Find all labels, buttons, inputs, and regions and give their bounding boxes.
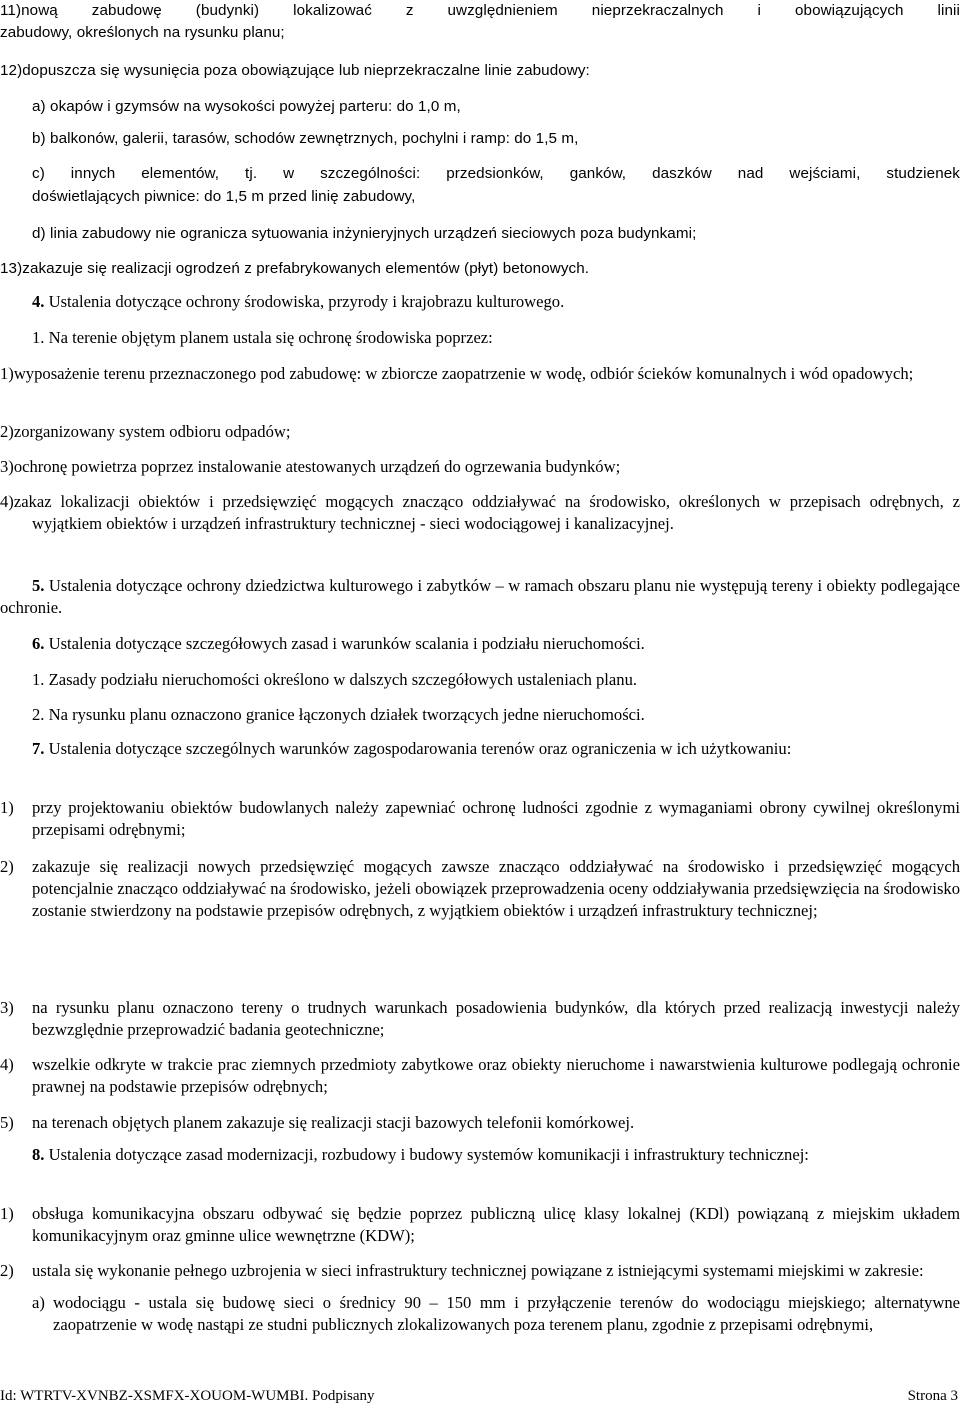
paragraph-11-line-2: zabudowy, określonych na rysunku planu; [0,24,285,41]
item-number: 2) [0,857,14,876]
section-6-item-2: 2. Na rysunku planu oznaczono granice łączonych działek tworzących jedne nieruchomości. [32,705,645,724]
section-4-intro: 1. Na terenie objętym planem ustala się ochronę środowiska poprzez: [32,328,493,347]
section-title: Ustalenia dotyczące ochrony środowiska, przyrody i krajobrazu kulturowego. [48,292,565,311]
item-text: 4)zakaz lokalizacji obiektów i przedsięwzięć mogących znacząco oddziaływać na środowisko, określonych w przepisach odrębnych, z wyjątkiem obiektów i urządzeń infrastruktury technicznej - sieci wodociągowej i kanalizacyjnej. [0,492,960,533]
section-7-intro [0,738,960,760]
section-8-intro [0,1144,960,1166]
section-6-item-1: 1. Zasady podziału nieruchomości określono w dalszych szczegółowych ustaleniach planu. [32,670,638,689]
section-6-heading [32,633,645,655]
section-number: 7. [32,739,45,758]
section-5 [0,575,960,619]
paragraph-12-b: b) balkonów, galerii, tarasów, schodów zewnętrznych, pochylni i ramp: do 1,5 m, [32,130,579,147]
item-number: a) [32,1293,45,1312]
item-text: obsługa komunikacyjna obszaru odbywać się będzie poprzez publiczną ulicę klasy lokalnej (KDl) powiązaną z miejskim układem komunikacyjnym oraz gminne ulice wewnętrzne (KDW); [32,1204,960,1245]
item-text: na terenach objętych planem zakazuje się realizacji stacji bazowych telefonii komórkowej. [32,1113,635,1132]
section-number: 4. [32,292,45,311]
item-text: wszelkie odkryte w trakcie prac ziemnych przedmioty zabytkowe oraz obiekty nieruchome i nawarstwienia kulturowe podlegają ochronie prawnej na podstawie przepisów odrębnych; [32,1055,960,1096]
item-text: zakazuje się realizacji nowych przedsięwzięć mogących zawsze znacząco oddziaływać na środowisko i przedsięwzięć mogących potencjalnie znacząco oddziaływać na środowisko, jeżeli obowiązek przeprowadzenia oceny oddziaływania przedsięwzięcia na środowisko zostanie stwierdzony na podstawie przepisów odrębnych, z wyjątkiem obiektów i urządzeń infrastruktury technicznej; [32,857,960,920]
item-number: 2) [0,1261,14,1280]
section-4-item-3: 3)ochronę powietrza poprzez instalowanie atestowanych urządzeń do ogrzewania budynków; [0,457,621,476]
paragraph-12-d: d) linia zabudowy nie ogranicza sytuowania inżynieryjnych urządzeń sieciowych poza budynkami; [32,225,697,242]
paragraph-12: 12)dopuszcza się wysunięcia poza obowiązujące lub nieprzekraczalne linie zabudowy: [0,62,590,79]
section-number: 5. [32,576,45,595]
paragraph-13: 13)zakazuje się realizacji ogrodzeń z prefabrykowanych elementów (płyt) betonowych. [0,260,590,277]
section-4-item-4 [0,491,960,535]
paragraph-12-a: a) okapów i gzymsów na wysokości powyżej parteru: do 1,0 m, [32,98,461,115]
section-4-item-1 [0,363,960,385]
item-number: 1) [0,798,14,817]
item-number: 5) [0,1113,14,1132]
item-text: ustala się wykonanie pełnego uzbrojenia w sieci infrastruktury technicznej powiązane z istniejącymi systemami miejskimi w zakresie: [32,1261,924,1280]
section-text: Ustalenia dotyczące zasad modernizacji, rozbudowy i budowy systemów komunikacji i infrastruktury technicznej: [48,1145,809,1164]
page-number: Strona 3 [907,1388,958,1404]
item-number: 4) [0,1055,14,1074]
item-number: 1) [0,1204,14,1223]
item-text: wodociągu - ustala się budowę sieci o średnicy 90 – 150 mm i przyłączenie terenów do wodociągu miejskiego; alternatywne zaopatrzenie w wodę nastąpi ze studni publicznych zlokalizowanych poza terenem planu, zgodnie z przepisami odrębnymi, [53,1293,960,1334]
document-id: Id: WTRTV-XVNBZ-XSMFX-XOUOM-WUMBI. Podpisany [0,1388,375,1404]
item-text: przy projektowaniu obiektów budowlanych należy zapewniać ochronę ludności zgodnie z wymaganiami obrony cywilnej określonymi przepisami odrębnymi; [32,798,960,839]
paragraph-12-c-line-1: c) innych elementów, tj. w szczególności: przedsionków, ganków, daszków nad wejściami, studzienek [32,165,960,182]
paragraph-12-c-line-2: doświetlających piwnice: do 1,5 m przed linię zabudowy, [32,188,416,205]
section-number: 6. [32,634,45,653]
section-4-heading [32,291,564,313]
section-number: 8. [32,1145,45,1164]
item-text: 1)wyposażenie terenu przeznaczonego pod zabudowę: w zbiorcze zaopatrzenie w wodę, odbiór ścieków komunalnych i wód opadowych; [0,364,914,383]
paragraph-11-line-1: 11)nową zabudowę (budynki) lokalizować z uwzględnieniem nieprzekraczalnych i obowiązujących linii [0,2,960,19]
section-text: Ustalenia dotyczące szczególnych warunków zagospodarowania terenów oraz ograniczenia w ich użytkowaniu: [48,739,792,758]
section-title: Ustalenia dotyczące szczegółowych zasad i warunków scalania i podziału nieruchomości. [48,634,645,653]
item-number: 3) [0,998,14,1017]
item-text: na rysunku planu oznaczono tereny o trudnych warunkach posadowienia budynków, dla których przed realizacją inwestycji należy bezwzględnie przeprowadzić badania geotechniczne; [32,998,960,1039]
section-4-item-2: 2)zorganizowany system odbioru odpadów; [0,422,291,441]
section-text: Ustalenia dotyczące ochrony dziedzictwa kulturowego i zabytków – w ramach obszaru planu nie występują tereny i obiekty podlegające ochronie. [0,576,960,617]
